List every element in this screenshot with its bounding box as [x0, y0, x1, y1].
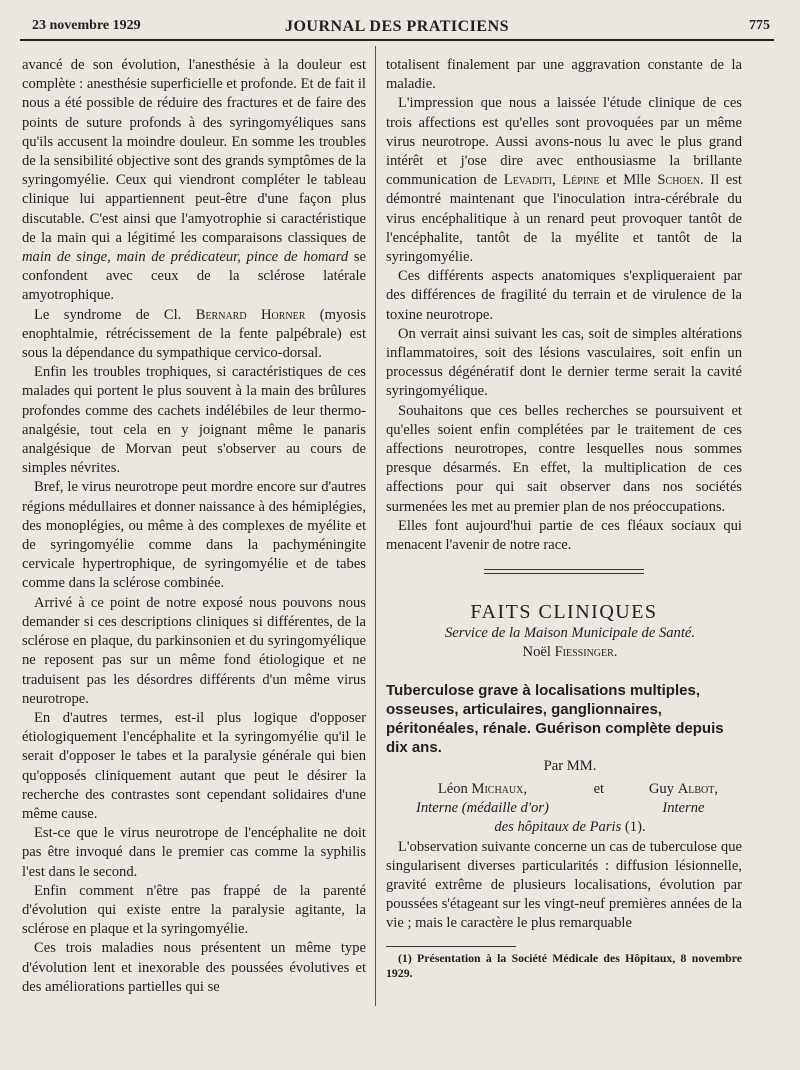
paragraph: Ces trois maladies nous présentent un même type d'évolution lent et inexorable des poussées évolutives et des améliorations partielles qui se — [22, 940, 366, 995]
hospitals-line: des hôpitaux de Paris (1). — [494, 819, 646, 836]
journal-title: JOURNAL DES PRATICIENS — [284, 18, 510, 35]
header-date: 23 novembre 1929 — [32, 18, 141, 33]
author-conjunction: et — [593, 780, 605, 797]
paragraph: Elles font aujourd'hui partie de ces fléaux sociaux qui menacent l'avenir de notre race. — [386, 517, 742, 554]
paragraph: L'observation suivante concerne un cas de tuberculose que singularisent diverses particularités : diffusion lésionnelle, gravité extrême de plusieurs localisations, évolution par poussées s'étageant sur les vingt-neuf premières années de la vie ; mais le caractère le plus remarquable — [386, 838, 742, 932]
service-line: Service de la Maison Municipale de Santé. — [444, 625, 696, 642]
left-column — [22, 56, 366, 997]
paragraph: totalisent finalement par une aggravation constante de la maladie. — [386, 57, 742, 93]
section-title: FAITS CLINIQUES — [470, 601, 658, 624]
paragraph: Enfin les troubles trophiques, si caractéristiques de ces malades qui portent le plus souvent à la main des brûlures profondes comme des cachets indélébiles de leur thermo-analgésie, tout cela en y joignant même le panaris analgésique de Morvan peut s'observer au cours de simples névrites. — [22, 364, 366, 477]
column-divider — [375, 46, 376, 1006]
paragraph: Bref, le virus neurotrope peut mordre encore sur d'autres régions médullaires et donner naissance à des hémiplégies, des monoplégies, ou même à des complexes de myélite et de syringomyélie comme dans la pachyméningite cervicale hypertrophique, de syringomyélie et de tabes comme dans la sclérose combinée. — [22, 479, 366, 592]
article-title: Tuberculose grave à localisations multiples, osseuses, articulaires, ganglionnaires, péritonéales, rénale. Guérison complète depuis dix ans. — [386, 681, 724, 756]
page-number: 775 — [749, 18, 770, 33]
page-header — [20, 18, 774, 40]
paragraph: On verrait ainsi suivant les cas, soit de simples altérations inflammatoires, soit des lésions vasculaires, soit enfin un processus dégénératif dont le dernier terme serait la cavité syringomyélique. — [386, 325, 742, 400]
section-separator — [484, 569, 644, 574]
right-column — [386, 56, 742, 981]
footnote: (1) Présentation à la Société Médicale des Hôpitaux, 8 novembre 1929. — [386, 950, 742, 980]
paragraph: Est-ce que le virus neurotrope de l'encéphalite ne doit pas être invoqué dans le premier cas comme la syphilis l'est dans le second. — [22, 825, 366, 880]
paragraph: En d'autres termes, est-il plus logique d'opposer étiologiquement l'encéphalite et la syringomyélie qu'il le serait d'opposer le tabes et la paralysie générale qui bien qu'opposés cliniquement autant que peut le désirer la recherche des contrastes sont cependant solidaires d'une même cause. — [22, 709, 366, 822]
paragraph: Ces différents aspects anatomiques s'expliqueraient par des différences de fragilité du terrain et de virulence de la toxine neurotrope. — [386, 268, 742, 323]
chief-line: Noël Fiessinger. — [522, 644, 618, 661]
byline-intro: Par MM. — [543, 757, 597, 774]
paragraph: L'impression que nous a laissée l'étude clinique de ces trois affections est qu'elles sont provoquées par un même virus neurotrope. Aussi avons-nous lu avec le plus grand intérêt et j'ose dire avec enthousiasme la brillante communication de Levaditi, Lépine et Mlle Schoen. Il est démontré maintenant que l'inoculation intra-cérébrale du virus encéphalitique à un renard peut provoquer tantôt de l'encéphalite, tantôt de la myélite et tantôt de la syringomyélie. — [386, 95, 742, 266]
paragraph: Enfin comment n'être pas frappé de la parenté d'évolution qui existe entre la paralysie agitante, la sclérose en plaque et la syringomyélie. — [22, 882, 366, 938]
paragraph: Le syndrome de Cl. Bernard Horner (myosis enophtalmie, rétrécissement de la fente palpébrale) est sous la dépendance du sympathique cervico-dorsal. — [22, 306, 366, 362]
header-rule — [20, 39, 774, 41]
authors — [386, 780, 742, 818]
footnote-rule — [386, 946, 516, 947]
author-1: Léon Michaux, Interne (médaille d'or) — [416, 780, 549, 817]
paragraph: avancé de son évolution, l'anesthésie à la douleur est complète : anesthésie superficielle et profonde. Et de fait il nous a été possible de réduire des fractures et de faire des points de suture profonds à des syringomyéliques sans qu'ils accusent la moindre douleur. En somme les troubles de la sensibilité objective sont des grands symptômes de la syringomyélie. Ceux qui viendront compléter le tableau clinique lui appartiennent peut-être d'une façon plus discutable. C'est ainsi que l'amyotrophie si caractéristique de la main qui a légitimé les comparaisons classiques de main de singe, main de prédicateur, pince de homard se confondent avec ceux de la sclérose latérale amyotrophique. — [22, 57, 366, 304]
author-2: Guy Albot, Interne — [648, 780, 718, 817]
paragraph: Souhaitons que ces belles recherches se poursuivent et qu'elles soient enfin complétées par le traitement de ces affections neurotropes, contre lesquelles nous sommes presque désarmés. En effet, la multiplication de ces affections pour qui sait observer dans nos sociétés surmenées les met au premier plan de nos préoccupations. — [386, 402, 742, 515]
paragraph: Arrivé à ce point de notre exposé nous pouvons nous demander si ces descriptions cliniques si différentes, de la sclérose en plaque, du parkinsonien et du syringomyélique ne reposent pas sur un même fond étiologique et ne traduisent pas les désordres différents d'un même virus neurotrope. — [22, 594, 366, 707]
